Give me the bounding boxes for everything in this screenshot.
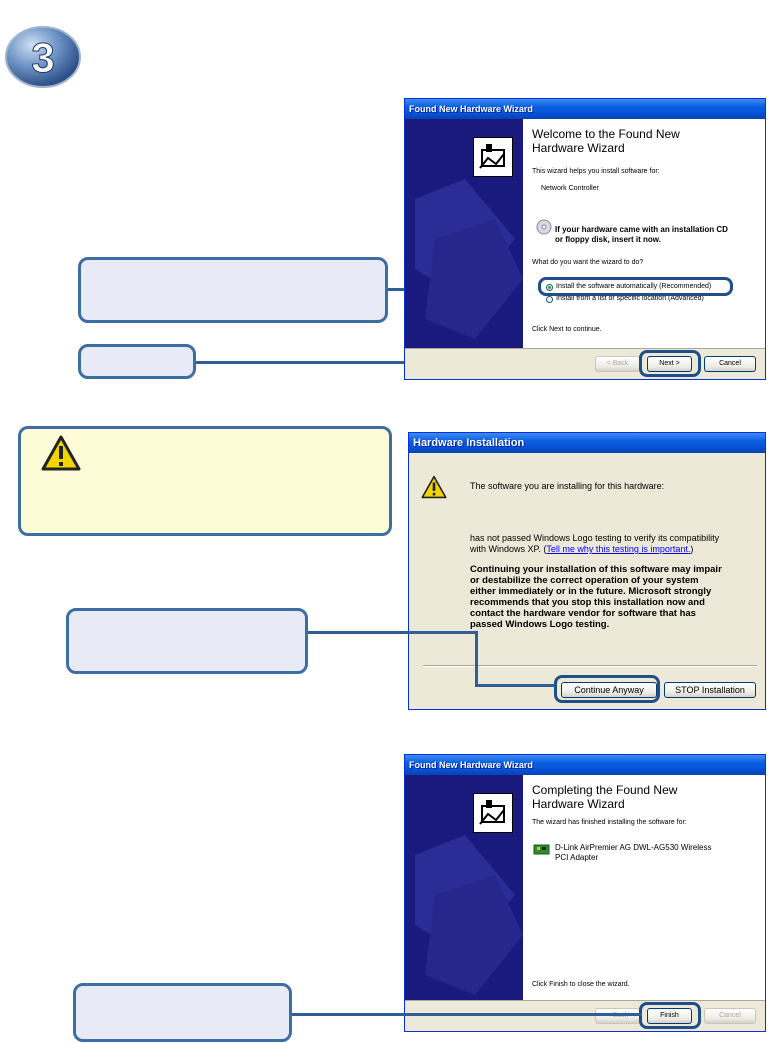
wizard-intro: The wizard has finished installing the software for: [532, 819, 687, 826]
window-title: Found New Hardware Wizard [405, 99, 765, 119]
wizard-heading: Completing the Found New Hardware Wizard [532, 783, 678, 811]
wizard-footer [405, 348, 765, 379]
wizard-side-banner [405, 119, 523, 349]
hw-message: The software you are installing for this hardware: [470, 481, 665, 491]
option-install-list-radio[interactable] [546, 296, 553, 303]
cancel-button[interactable]: Cancel [704, 1008, 756, 1024]
back-button[interactable]: < Back [595, 356, 640, 372]
callout-install-option [78, 257, 388, 323]
cancel-button[interactable]: Cancel [704, 356, 756, 372]
continue-anyway-button[interactable]: Continue Anyway [561, 682, 657, 698]
callout-next [78, 344, 196, 379]
stop-installation-button[interactable]: STOP Installation [664, 682, 756, 698]
wizard-content [523, 775, 765, 1001]
cd-icon [536, 219, 552, 235]
logo-testing-text: has not passed Windows Logo testing to verify its compatibility with Windows XP. (Tell me why this testing is important.) [470, 533, 720, 554]
step-number: 3 [31, 34, 55, 81]
found-hardware-wizard-window [404, 98, 766, 380]
window-title: Found New Hardware Wizard [405, 755, 765, 775]
device-name: Network Controller [541, 185, 599, 192]
network-card-icon [533, 843, 550, 856]
hardware-installation-dialog [408, 432, 766, 710]
hw-warning-text: Continuing your installation of this software may impair or destabilize the correct operation of your system either immediately or in the future. Microsoft strongly recommends that you stop this installation now and contact the hardware vendor for software that has passed Windows Logo testing. [470, 564, 722, 630]
logo-testing-link[interactable]: Tell me why this testing is important. [546, 544, 691, 554]
step-number-badge [3, 24, 83, 89]
hardware-wizard-icon [473, 793, 513, 833]
warning-icon [421, 475, 447, 499]
finish-button[interactable]: Finish [647, 1008, 692, 1024]
completing-wizard-window [404, 754, 766, 1032]
finish-highlight [639, 1002, 701, 1029]
option-highlight [538, 277, 733, 296]
option-install-auto-label[interactable]: Install the software automatically (Recommended) [556, 283, 712, 290]
connector-line [475, 684, 555, 687]
callout-finish [73, 983, 292, 1042]
hardware-wizard-icon [473, 137, 513, 177]
wizard-continue-hint: Click Next to continue. [532, 326, 602, 333]
back-button[interactable] [595, 1008, 640, 1024]
wizard-heading: Welcome to the Found New Hardware Wizard [532, 127, 680, 155]
wizard-question: What do you want the wizard to do? [532, 259, 644, 266]
warning-icon [41, 435, 81, 471]
connector-line [292, 1013, 642, 1016]
divider [423, 665, 757, 667]
option-install-list-label[interactable]: Install from a list or specific location (Advanced) [556, 295, 704, 302]
connector-line [308, 631, 478, 634]
wizard-finish-hint: Click Finish to close the wizard. [532, 981, 630, 988]
callout-continue-anyway [66, 608, 308, 674]
wizard-side-banner [405, 775, 523, 1001]
wizard-content [523, 119, 765, 349]
next-highlight [639, 350, 701, 377]
next-button[interactable]: Next > [647, 356, 692, 372]
installed-device-name: D-Link AirPremier AG DWL-AG530 Wireless PCI Adapter [555, 843, 712, 862]
continue-highlight [554, 675, 660, 703]
connector-line [475, 631, 478, 687]
warning-callout [18, 426, 392, 536]
cd-hint: If your hardware came with an installation CD or floppy disk, insert it now. [555, 225, 728, 244]
wizard-intro: This wizard helps you install software for: [532, 168, 660, 175]
window-title: Hardware Installation [409, 433, 765, 453]
